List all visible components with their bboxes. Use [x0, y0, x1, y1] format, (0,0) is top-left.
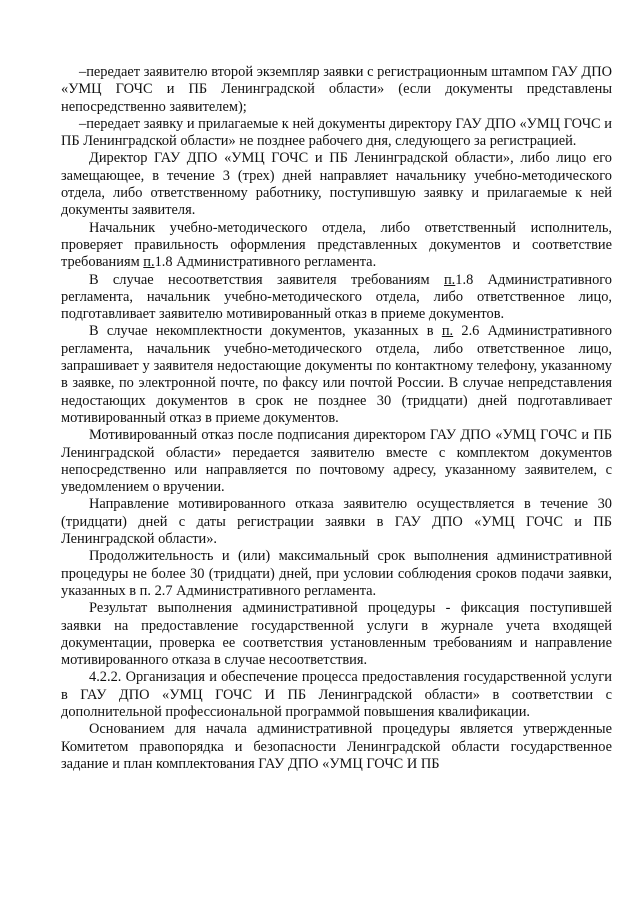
paragraph-text: Результат выполнения административной процедуры - фиксация поступившей заявки на предоставление государственной услуги в журнале учета входящей документации, проверка ее соответствия установленным требованиям и направление мотивированного отказа в случае несоответствия.: [61, 600, 612, 669]
paragraph-10: [61, 600, 612, 669]
paragraph-8: [61, 496, 612, 548]
paragraph-text: Начальник учебно-методического отдела, либо ответственный исполнитель, проверяет правильность оформления представленных документов и соответствие требованиям: [61, 219, 612, 271]
paragraph-text: –передает заявку и прилагаемые к ней документы директору ГАУ ДПО «УМЦ ГОЧС и ПБ Ленинградской области» не позднее рабочего дня, следующего за регистрацией.: [61, 115, 612, 150]
paragraph-text: 2.6 Административного регламента, начальник учебно-методического отдела, либо ответственное лицо, запрашивает у заявителя недостающие документы по контактному телефону, указанному в заявке, по электронной почте, по факсу или почтой России. В случае непредставления недостающих документов в срок не позднее 30 (тридцати) дней подготавливает мотивированный отказ в приеме документов.: [61, 323, 613, 426]
paragraph-text: Мотивированный отказ после подписания директором ГАУ ДПО «УМЦ ГОЧС и ПБ Ленинградской области» передается заявителю вместе с комплектом документов непосредственно или направляется по почтовому адресу, указанному заявителем, с уведомлением о вручении.: [61, 427, 612, 496]
paragraph-text: Директор ГАУ ДПО «УМЦ ГОЧС и ПБ Ленинградской области», либо лицо его замещающее, в течение 3 (трех) дней направляет начальнику учебно-методического отдела, либо ответственному работнику, поступившую заявку и прилагаемые к ней документы заявителя.: [61, 150, 612, 219]
paragraph-text: В случае некомплектности документов, указанных в: [89, 323, 442, 340]
clause-reference: п.: [443, 271, 456, 288]
paragraph-3: [61, 150, 612, 219]
document-page: [61, 64, 612, 773]
paragraph-11: [61, 669, 612, 721]
paragraph-7: [61, 427, 612, 496]
paragraph-1: [61, 64, 612, 116]
paragraph-text: Направление мотивированного отказа заявителю осуществляется в течение 30 (тридцати) дней с даты регистрации заявки в ГАУ ДПО «УМЦ ГОЧС и ПБ Ленинградской области».: [61, 496, 612, 548]
paragraph-4: [61, 220, 612, 272]
paragraph-12: [61, 721, 612, 773]
paragraph-text: 1.8 Административного регламента.: [154, 254, 377, 271]
paragraph-9: [61, 548, 612, 600]
paragraph-text: 1.8 Административного регламента, начальник учебно-методического отдела, либо ответственное лицо, подготавливает заявителю мотивированный отказ в приеме документов.: [61, 271, 613, 323]
paragraph-6: [61, 323, 612, 427]
paragraph-text: Продолжительность и (или) максимальный срок выполнения административной процедуры не более 30 (тридцати) дней, при условии соблюдения сроков подачи заявки, указанных в п. 2.7 Административного регламента.: [61, 548, 612, 599]
paragraph-text: В случае несоответствия заявителя требованиям: [89, 271, 444, 288]
paragraph-text: 4.2.2. Организация и обеспечение процесса предоставления государственной услуги в ГАУ ДПО «УМЦ ГОЧС И ПБ Ленинградской области» в соответствии с дополнительной профессиональной программой повышения квалификации.: [61, 669, 612, 720]
paragraph-text: –передает заявителю второй экземпляр заявки с регистрационным штампом ГАУ ДПО «УМЦ ГОЧС и ПБ Ленинградской области» (если документы представлены непосредственно заявителем);: [61, 64, 612, 115]
clause-reference: п.: [143, 254, 155, 271]
paragraph-2: [61, 116, 612, 151]
clause-reference: п.: [441, 323, 454, 340]
paragraph-text: Основанием для начала административной процедуры является утвержденные Комитетом правопорядка и безопасности Ленинградской области государственное задание и план комплектования ГАУ ДПО «УМЦ ГОЧС И ПБ: [61, 721, 612, 772]
paragraph-5: [61, 272, 612, 324]
